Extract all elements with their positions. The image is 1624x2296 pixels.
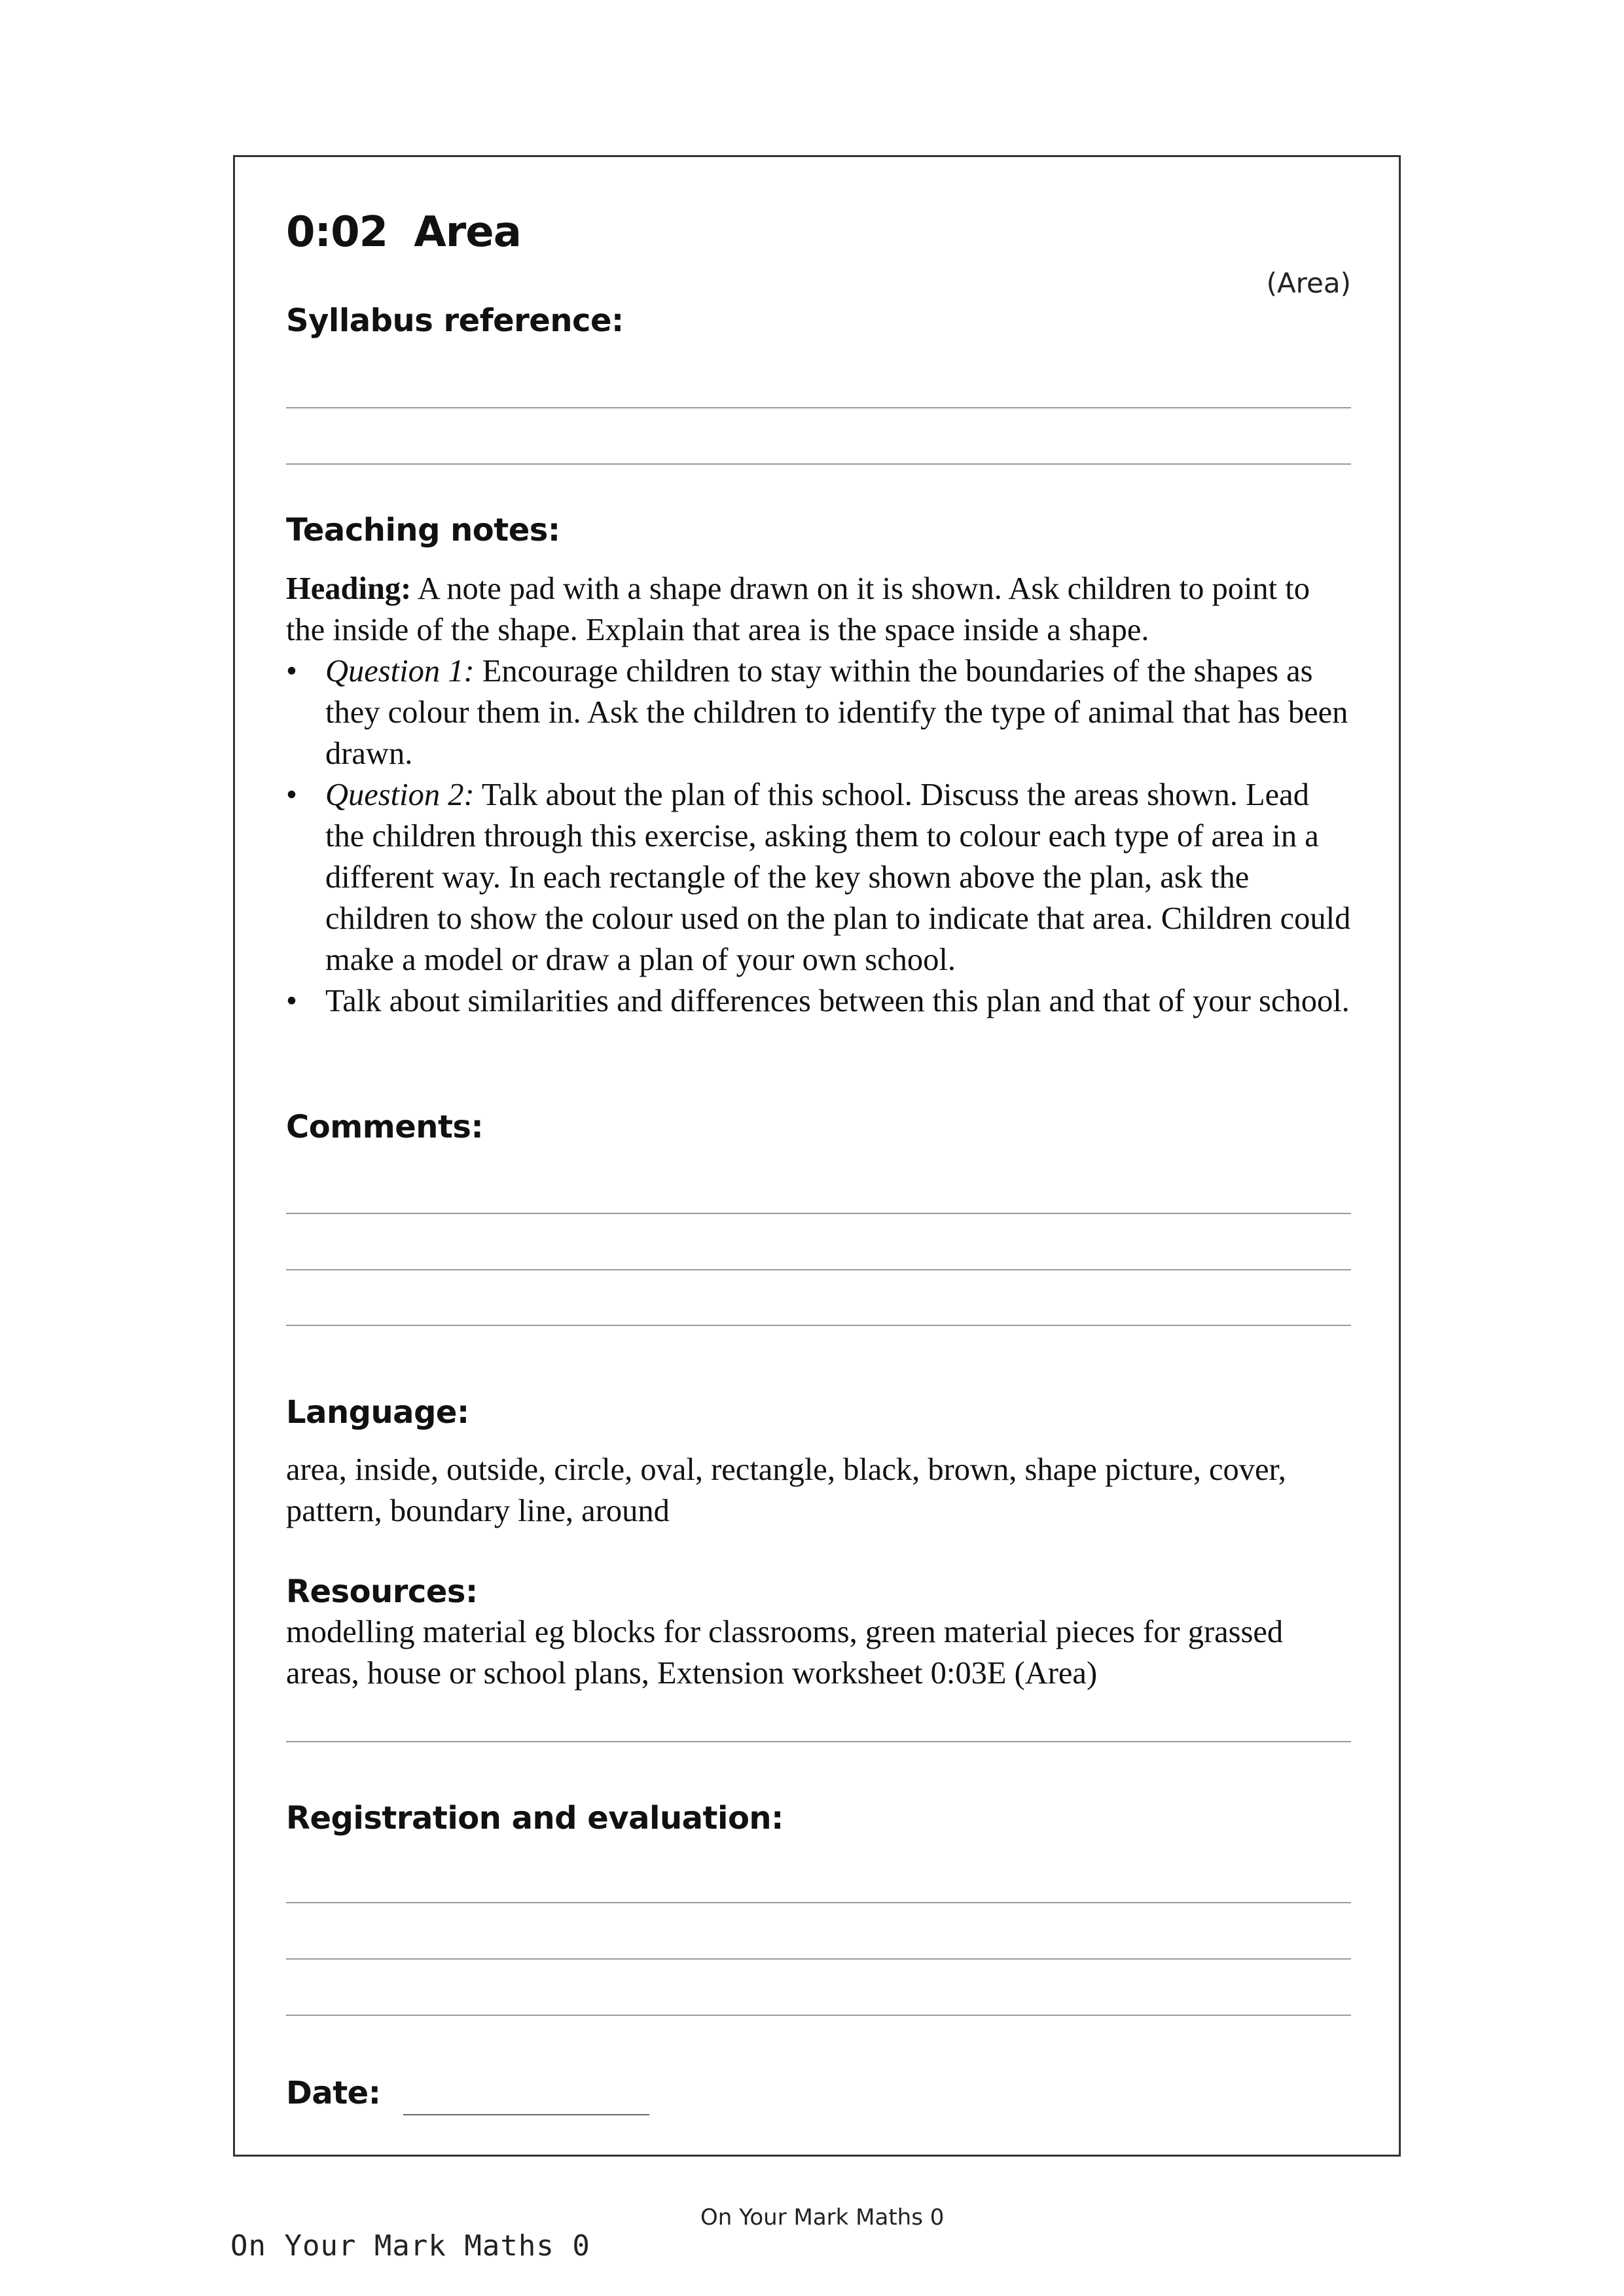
lesson-title: Area: [414, 208, 521, 257]
bullet-text: Talk about the plan of this school. Discuss the areas shown. Lead the children through this exercise, asking them to colour each type of area in a different way. In each rectangle of the key shown above the plan, ask the children to show the colour used on the plan to indicate that area. Children could make a model or draw a plan of your own school.: [325, 778, 1351, 977]
teaching-notes-list: [286, 651, 1351, 1022]
syllabus-rule-1: [286, 407, 1351, 408]
resources-heading: Resources:: [286, 1573, 478, 1610]
syllabus-heading: Syllabus reference:: [286, 302, 624, 339]
list-item: [286, 774, 1351, 980]
language-text: area, inside, outside, circle, oval, rectangle, black, brown, shape picture, cover, pattern, boundary line, around: [286, 1452, 1286, 1528]
question-label: Question 1:: [325, 654, 475, 689]
intro-text: A note pad with a shape drawn on it is shown. Ask children to point to the inside of the shape. Explain that area is the space inside a shape.: [286, 571, 1310, 647]
page-title: [286, 208, 521, 257]
bullet-text: Talk about similarities and differences between this plan and that of your school.: [325, 984, 1350, 1018]
footer-center-text: On Your Mark Maths 0: [700, 2204, 945, 2231]
lesson-number: 0:02: [286, 208, 388, 257]
registration-heading: Registration and evaluation:: [286, 1800, 784, 1837]
language-heading: Language:: [286, 1394, 469, 1431]
comments-rule-1: [286, 1213, 1351, 1214]
registration-rule-2: [286, 1958, 1351, 1960]
bullet-glyph: •: [286, 654, 297, 689]
teaching-notes-intro: [286, 568, 1351, 651]
resources-text: modelling material eg blocks for classrooms, green material pieces for grassed areas, house or school plans, Extension worksheet 0:03E (Area): [286, 1615, 1284, 1691]
question-label: Question 2:: [325, 778, 475, 812]
list-item: [286, 651, 1351, 774]
list-item: [286, 980, 1351, 1022]
date-field-line: [403, 2114, 649, 2115]
registration-rule-1: [286, 1902, 1351, 1903]
comments-rule-3: [286, 1325, 1351, 1326]
date-label: Date:: [286, 2075, 381, 2111]
comments-heading: Comments:: [286, 1109, 484, 1145]
topic-tag: (Area): [1266, 267, 1351, 299]
bullet-text: Encourage children to stay within the boundaries of the shapes as they colour them in. Ask the children to identify the type of animal that has been drawn.: [325, 654, 1348, 771]
worksheet-frame: [233, 155, 1401, 2157]
comments-rule-2: [286, 1269, 1351, 1270]
bullet-glyph: •: [286, 778, 297, 812]
teaching-notes-heading: Teaching notes:: [286, 512, 560, 548]
resources-rule: [286, 1741, 1351, 1742]
registration-rule-3: [286, 2015, 1351, 2016]
teaching-notes-body: [286, 568, 1351, 1022]
intro-bold-label: Heading:: [286, 571, 412, 606]
bullet-glyph: •: [286, 984, 297, 1018]
syllabus-rule-2: [286, 463, 1351, 465]
footer-left-text: On Your Mark Maths 0: [230, 2229, 590, 2263]
